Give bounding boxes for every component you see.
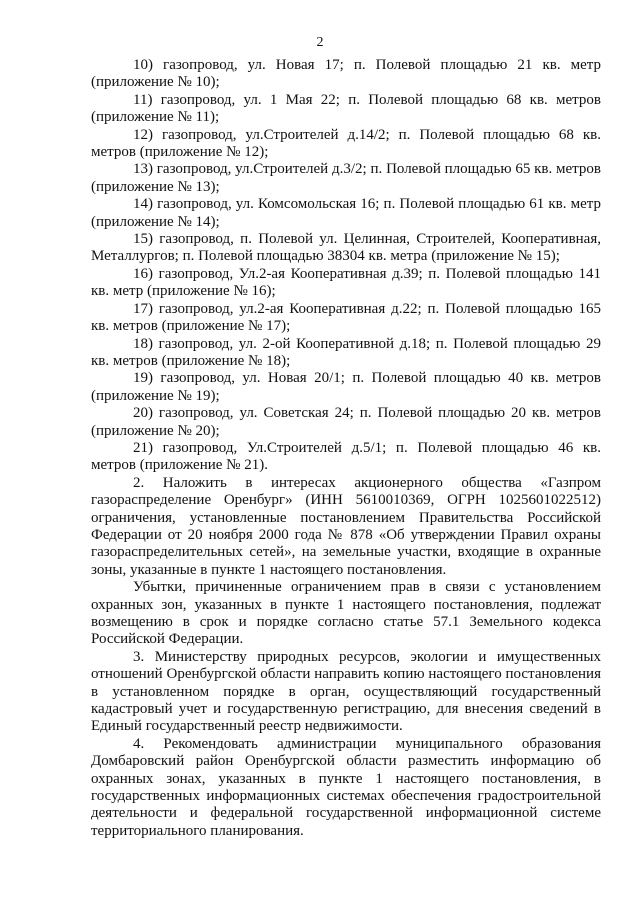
paragraph-ministry: 3. Министерству природных ресурсов, экологии и имущественных отношений Оренбургской области направить копию настоящего постановления в установленном порядке в орган, осуществляющий государственный кадастровый учет и государственную регистрацию, для внесения сведений в Единый государственный реестр недвижимости. xyxy=(91,648,601,735)
paragraph-losses: Убытки, причиненные ограничением прав в связи с установлением охранных зон, указанных в пункте 1 настоящего постановления, подлежат возмещению в срок и порядке согласно статье 57.1 Земельного кодекса Российской Федерации. xyxy=(91,579,601,648)
list-item: 13) газопровод, ул.Строителей д.3/2; п. Полевой площадью 65 кв. метров (приложение № 13); xyxy=(91,161,601,195)
list-item: 10) газопровод, ул. Новая 17; п. Полевой площадью 21 кв. метр (приложение № 10); xyxy=(91,57,601,91)
list-item: 15) газопровод, п. Полевой ул. Целинная, Строителей, Кооперативная, Металлургов; п. Полевой площадью 38304 кв. метра (приложение № 15); xyxy=(91,231,601,265)
paragraph-recommendation: 4. Рекомендовать администрации муниципального образования Домбаровский район Оренбургской области разместить информацию об охранных зонах, указанных в пункте 1 настоящего постановления, в государственных информационных системах обеспечения градостроительной деятельности и федеральной государственной информационной системе территориального планирования. xyxy=(91,735,601,839)
list-item: 18) газопровод, ул. 2-ой Кооперативной д.18; п. Полевой площадью 29 кв. метров (приложение № 18); xyxy=(91,335,601,369)
list-item: 20) газопровод, ул. Советская 24; п. Полевой площадью 20 кв. метров (приложение № 20); xyxy=(91,405,601,439)
page-number: 2 xyxy=(316,35,324,50)
list-item: 19) газопровод, ул. Новая 20/1; п. Полевой площадью 40 кв. метров (приложение № 19); xyxy=(91,370,601,404)
list-item: 16) газопровод, Ул.2-ая Кооперативная д.39; п. Полевой площадью 141 кв. метр (приложение № 16); xyxy=(91,265,601,300)
list-item: 11) газопровод, ул. 1 Мая 22; п. Полевой площадью 68 кв. метров (приложение № 11); xyxy=(91,91,601,126)
paragraph-restrictions: 2. Наложить в интересах акционерного общества «Газпром газораспределение Оренбург» (ИНН 5610010369, ОГРН 1025601022512) ограничения, установленные постановлением Правительства Российской Федерации от 20 ноября 2000 года № 878 «Об утверждении Правил охраны газораспределительных сетей», на земельные участки, входящие в охранные зоны, указанные в пункте 1 настоящего постановления. xyxy=(91,474,601,578)
list-item: 14) газопровод, ул. Комсомольская 16; п. Полевой площадью 61 кв. метр (приложение № 14); xyxy=(91,196,601,230)
list-item: 17) газопровод, ул.2-ая Кооперативная д.22; п. Полевой площадью 165 кв. метров (приложение № 17); xyxy=(91,300,601,335)
list-item: 21) газопровод, Ул.Строителей д.5/1; п. Полевой площадью 46 кв. метров (приложение № 21). xyxy=(91,439,601,474)
document-body xyxy=(91,57,601,840)
list-item: 12) газопровод, ул.Строителей д.14/2; п. Полевой площадью 68 кв. метров (приложение № 12); xyxy=(91,126,601,161)
